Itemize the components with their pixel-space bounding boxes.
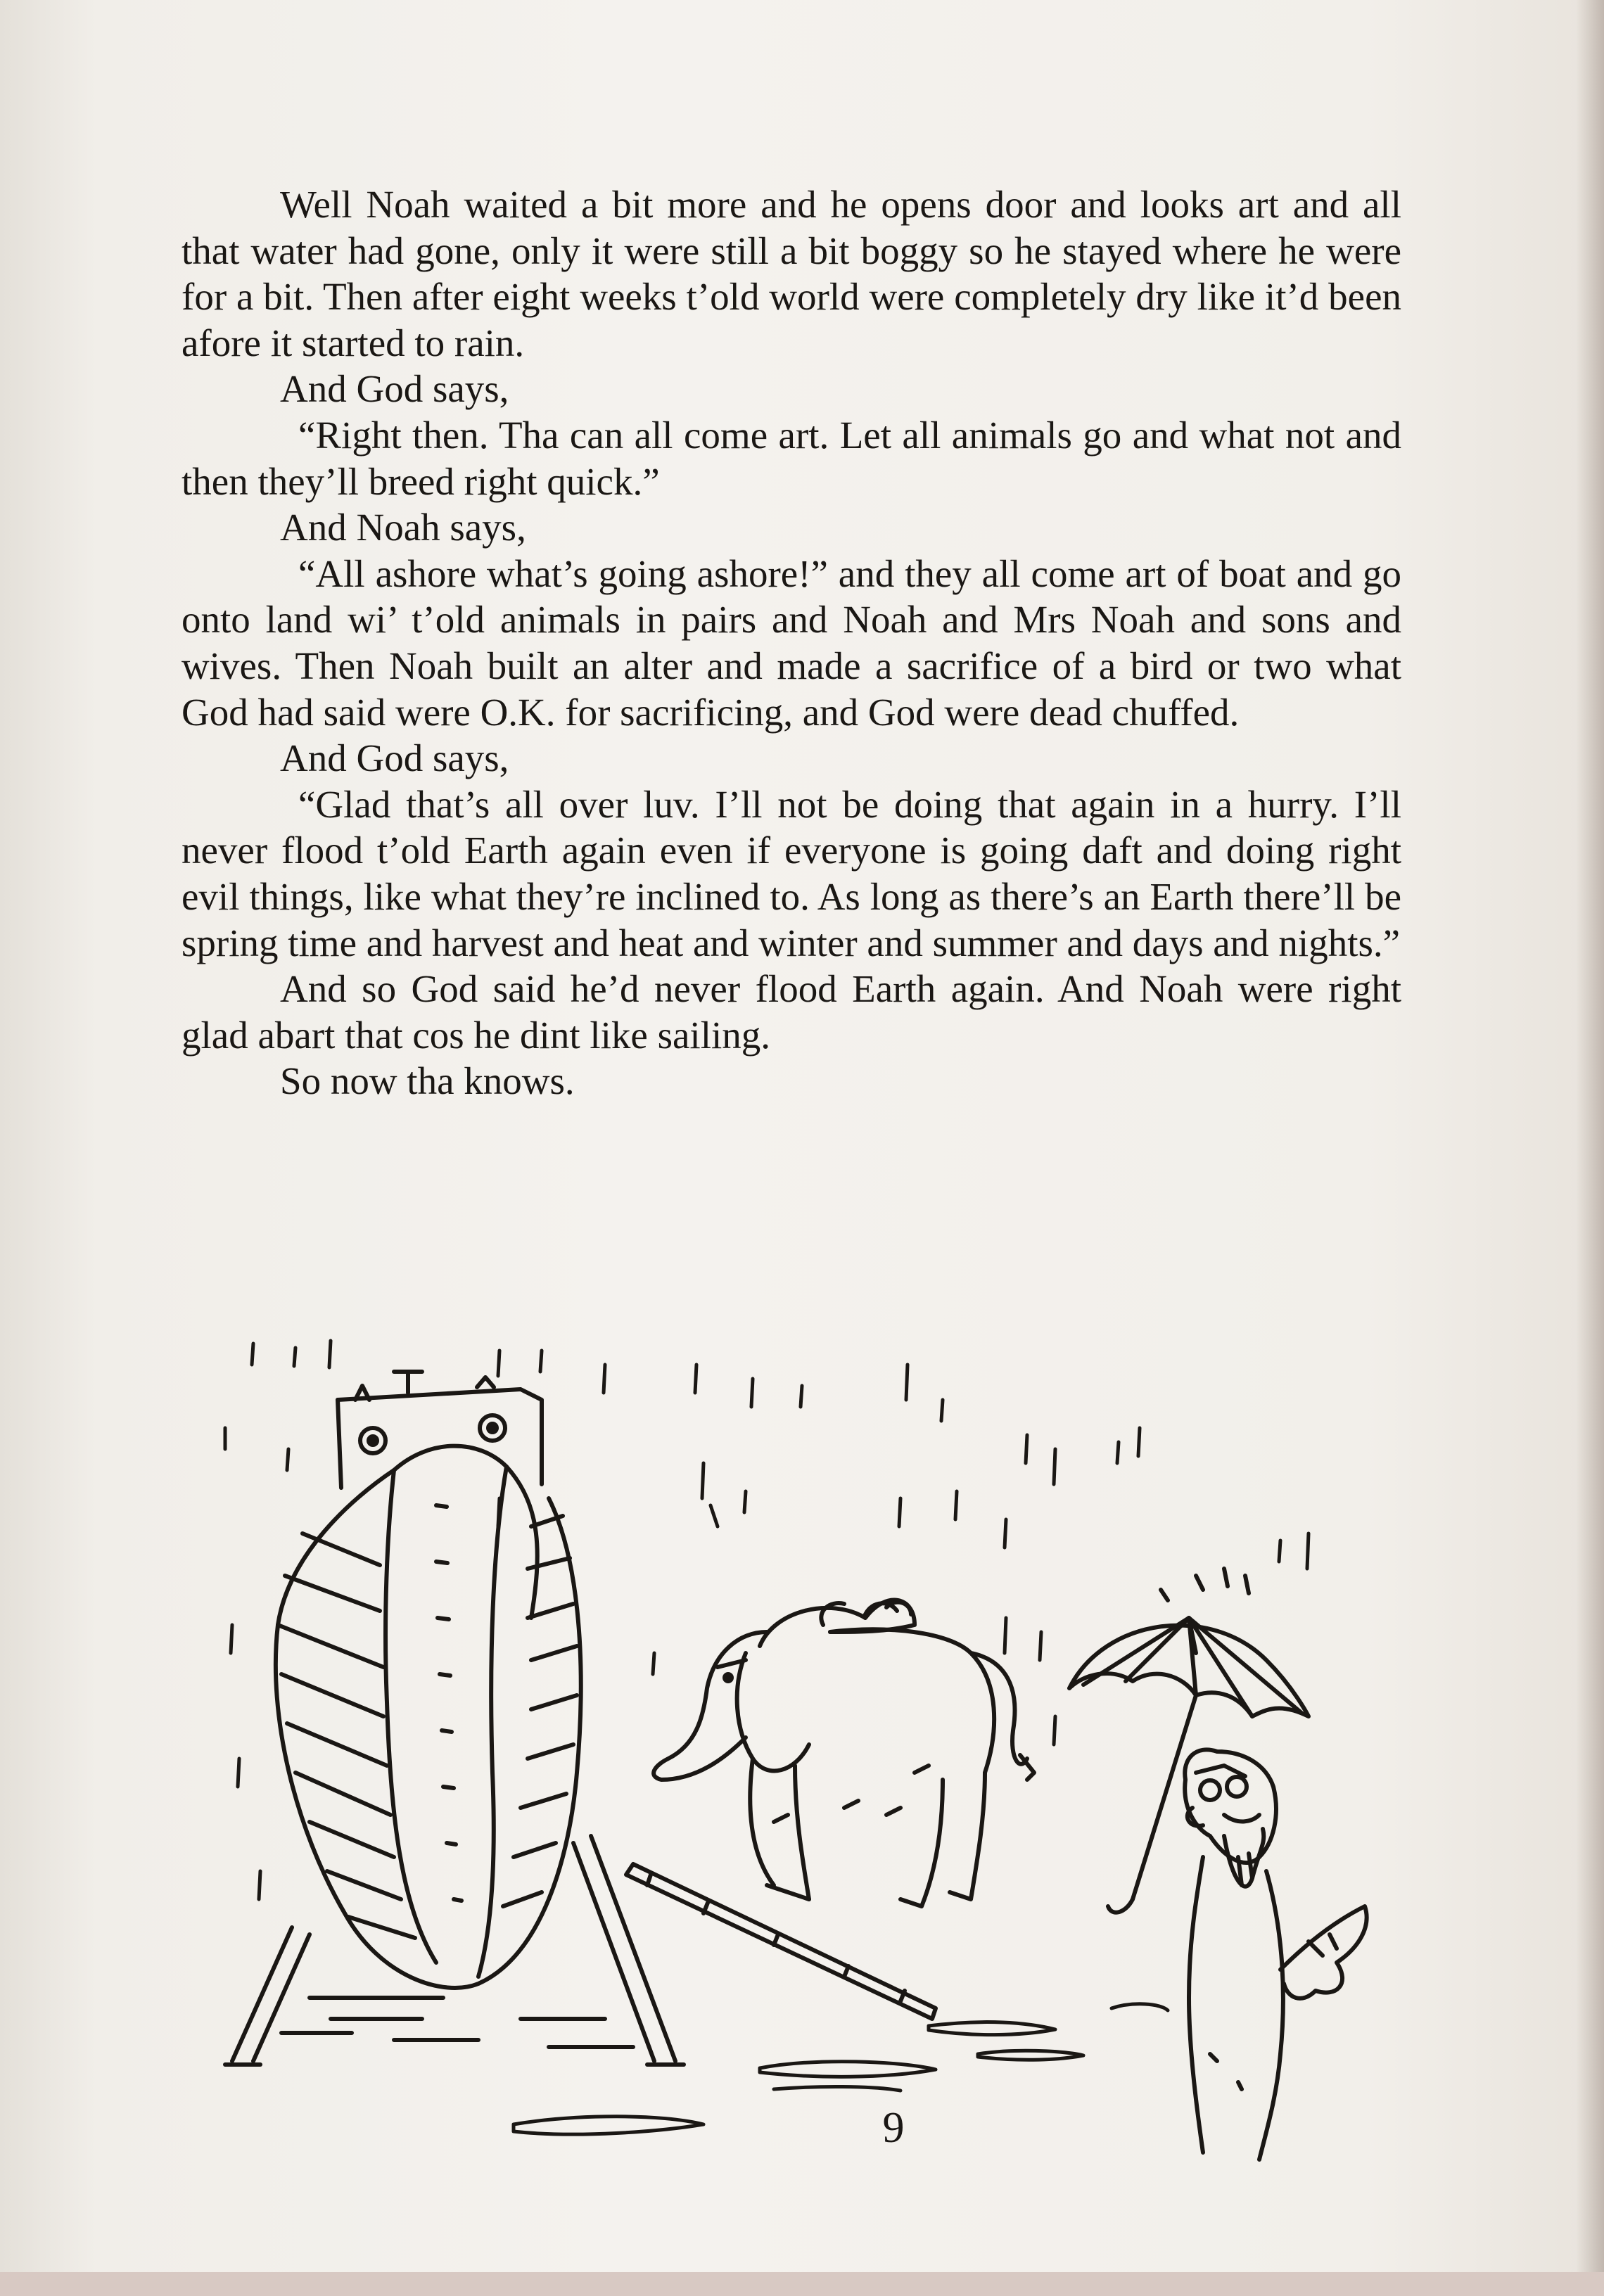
paragraph: So now tha knows. xyxy=(280,1059,575,1103)
paragraph: Well Noah waited a bit more and he opens door and looks art and all that water had gone, only it were still a bit boggy so he stayed where he were for a bit. Then after eight weeks t’old world were completely dry like it’d been afore it started to rain. xyxy=(182,183,1401,364)
story-text xyxy=(182,181,1401,1104)
elephant xyxy=(654,1600,1034,1906)
paragraph: And Noah says, xyxy=(280,506,526,549)
paragraph: And God says, xyxy=(280,736,509,780)
paragraph: “Right then. Tha can all come art. Let all animals go and what not and then they’ll breed right quick.” xyxy=(182,413,1401,503)
ark-elephant-noah-illustration xyxy=(211,1322,1393,2188)
puddles xyxy=(514,2004,1168,2134)
page-number: 9 xyxy=(882,2104,905,2152)
paragraph: And so God said he’d never flood Earth again. And Noah were right glad abart that cos he dint like sailing. xyxy=(182,967,1401,1057)
paragraph: And God says, xyxy=(280,367,509,411)
page-edge-shadow xyxy=(1576,0,1604,2296)
ramp xyxy=(626,1864,936,2019)
page-bottom-edge xyxy=(0,2272,1604,2296)
ark-stand xyxy=(225,1836,684,2065)
noah-with-umbrella xyxy=(1069,1569,1367,2160)
paragraph: “Glad that’s all over luv. I’ll not be doing that again in a hurry. I’ll never flood t’old Earth again even if everyone is going daft and doing right evil things, like what they’re inclined to. As long as there’s an Earth there’ll be spring time and harvest and heat and winter and summer and days and nights.” xyxy=(182,782,1401,964)
ark-hull xyxy=(276,1372,581,1988)
paragraph: “All ashore what’s going ashore!” and they all come art of boat and go onto land wi’ t’old animals in pairs and Noah and Mrs Noah and sons and wives. Then Noah built an alter and made a sacrifice of a bird or two what God had said were O.K. for sacrificing, and God were dead chuffed. xyxy=(182,551,1401,734)
